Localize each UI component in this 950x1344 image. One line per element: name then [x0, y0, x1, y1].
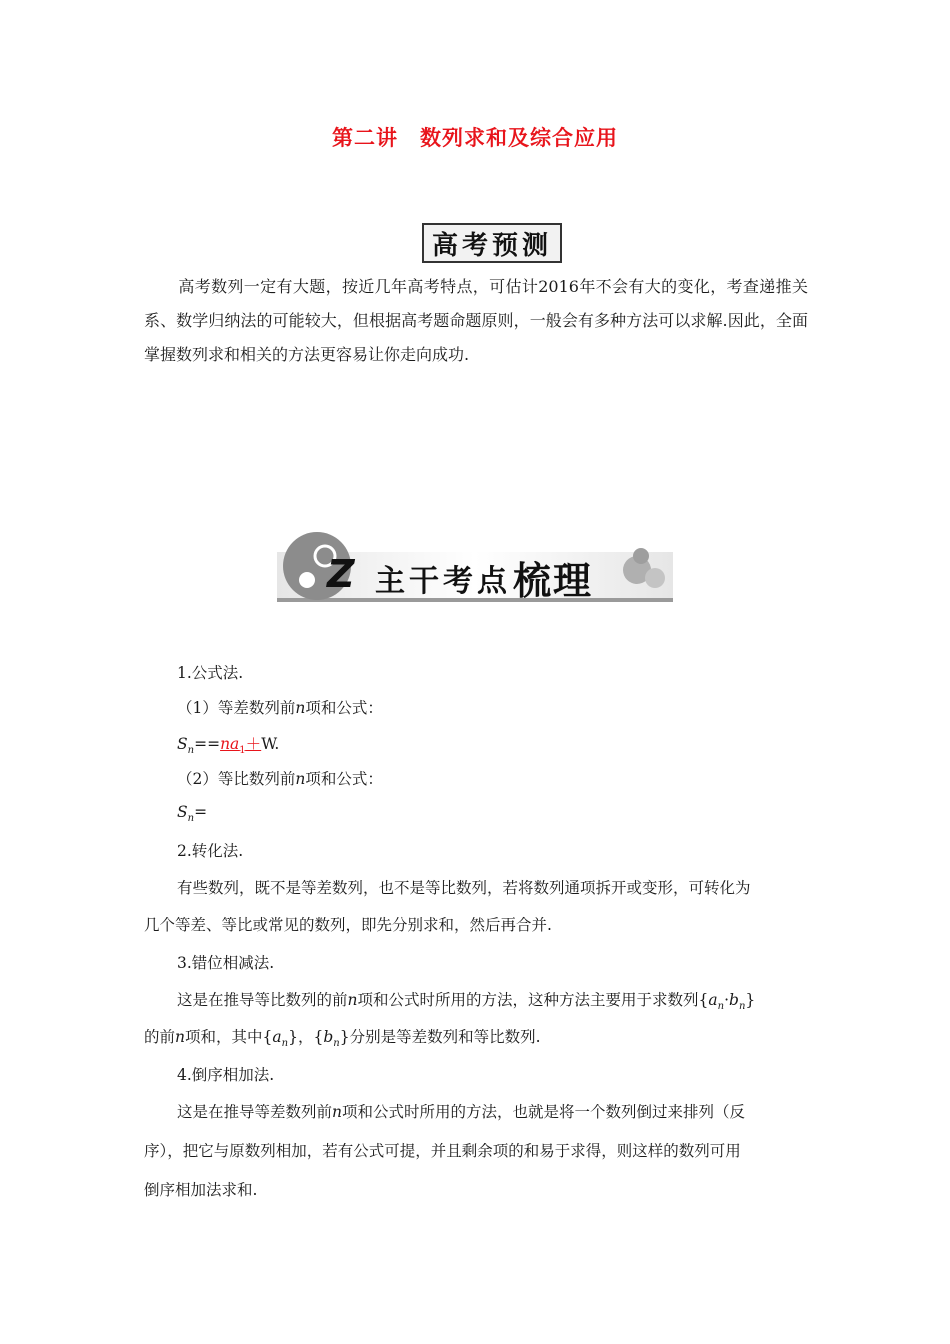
s3-l2-d: }分别是等差数列和等比数列.: [339, 1028, 541, 1046]
page-title: 第二讲 数列求和及综合应用: [332, 126, 618, 150]
section-2-heading: 2.转化法.: [177, 842, 244, 860]
section-3-line-2: [144, 1025, 541, 1049]
s4-l1-b: 项和公式时所用的方法，也就是将一个数列倒过来排列（反: [342, 1103, 746, 1121]
formula-1-sub: n: [187, 745, 195, 757]
formula-2-sub: n: [187, 813, 195, 825]
section-2-line-1: 有些数列，既不是等差数列，也不是等比数列，若将数列通项拆开或变形，可转化为: [177, 879, 751, 897]
s3-l1-b-sub: n: [738, 1001, 746, 1013]
s3-l2-b-var: b: [323, 1028, 334, 1046]
formula-1-eq: ==: [194, 735, 221, 753]
formula-1-tail: W.: [261, 735, 280, 753]
section-4-line-1: [177, 1100, 745, 1122]
section-1-item-1: [177, 696, 383, 718]
section-4-heading: 4.倒序相加法.: [177, 1066, 275, 1084]
s4-l1-n: n: [332, 1103, 342, 1121]
s3-l1-a-var: a: [708, 991, 718, 1009]
s3-l1-dot: ·: [724, 991, 730, 1009]
s3-l2-b-sub: n: [333, 1038, 340, 1050]
formula-1-na: na: [220, 735, 240, 753]
s3-l2-b: 项和，其中{: [185, 1028, 273, 1046]
s3-l2-c: }，{: [288, 1028, 324, 1046]
s3-l1-close: }: [745, 991, 756, 1009]
s3-l1-a: 这是在推导等比数列的前: [177, 991, 348, 1009]
s3-l1-n: n: [347, 991, 358, 1009]
forecast-paragraph: [144, 270, 808, 372]
formula-1-na-sub: 1: [239, 745, 246, 757]
formula-2-S: S: [177, 803, 188, 821]
item-2-n: n: [295, 770, 306, 788]
formula-1: [177, 732, 279, 756]
section-4-line-3: 倒序相加法求和.: [144, 1181, 258, 1199]
banner-text-plain: 主干考点: [375, 564, 511, 599]
s3-l1-b: 项和公式时所用的方法，这种方法主要用于求数列{: [357, 991, 709, 1009]
formula-1-S: S: [177, 735, 188, 753]
banner-dot: [299, 572, 315, 588]
section-1-item-2: [177, 767, 383, 789]
forecast-text: 高考数列一定有大题，按近几年高考特点，可估计2016年不会有大的变化，考查递推关系、数学归纳法的可能较大，但根据高考题命题原则，一般会有多种方法可以求解.因此，全面掌握数列求和相关的方法更容易让你走向成功.: [144, 277, 808, 364]
s3-l1-b-var: b: [729, 991, 739, 1009]
s3-l2-a-var: a: [272, 1028, 282, 1046]
s3-l2-a-sub: n: [281, 1038, 289, 1050]
s4-l1-a: 这是在推导等差数列前: [177, 1103, 333, 1121]
formula-2: [177, 803, 207, 824]
item-1-tail: 项和公式：: [305, 699, 383, 717]
formula-2-eq: =: [194, 803, 208, 821]
banner-text-bold: 梳理: [513, 559, 594, 603]
section-2-line-2: 几个等差、等比或常见的数列，即先分别求和，然后再合并.: [144, 916, 552, 934]
item-2-tail: 项和公式：: [305, 770, 383, 788]
section-1-heading: 1.公式法.: [177, 664, 244, 682]
item-2-label: （2）等比数列前: [177, 770, 296, 788]
forecast-banner: 高考预测: [422, 223, 562, 263]
item-1-n: n: [295, 699, 306, 717]
section-3-heading: 3.错位相减法.: [177, 954, 275, 972]
main-banner: [277, 522, 673, 606]
banner-letter: Z: [327, 552, 355, 596]
s3-l1-a-sub: n: [717, 1001, 725, 1013]
s3-l2-n: n: [175, 1028, 185, 1046]
formula-1-plus: ＋: [245, 735, 262, 753]
item-1-label: （1）等差数列前: [177, 699, 296, 717]
section-3-line-1: [177, 988, 755, 1012]
s3-l2-a: 的前: [144, 1028, 176, 1046]
section-4-line-2: 序），把它与原数列相加，若有公式可提，并且剩余项的和易于求得，则这样的数列可用: [144, 1142, 741, 1160]
